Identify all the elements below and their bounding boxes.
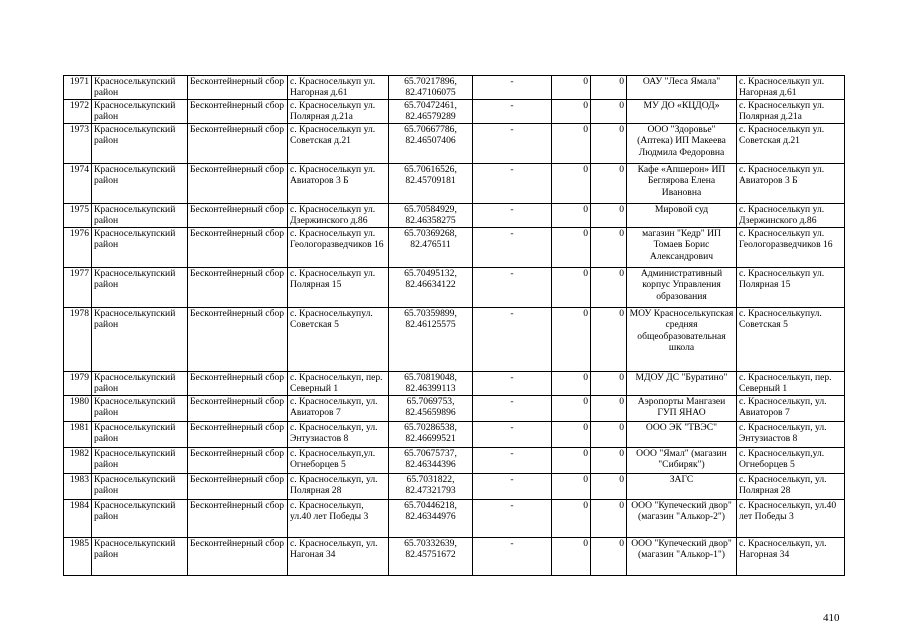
coordinates-cell: 65.70675737, 82.46344396 [389, 448, 473, 474]
value-2-cell: 0 [591, 228, 627, 268]
value-1-cell: 0 [552, 372, 591, 396]
table-row [64, 422, 845, 448]
value-2-cell: 0 [591, 474, 627, 500]
district-cell: Красноселькупский район [92, 308, 188, 372]
dash-cell: - [473, 500, 552, 538]
value-2-cell: 0 [591, 308, 627, 372]
address-cell: с. Красноселькуп, ул. Авиаторов 7 [288, 396, 389, 422]
row-number: 1976 [64, 228, 92, 268]
value-1-cell: 0 [552, 100, 591, 124]
value-1-cell: 0 [552, 308, 591, 372]
row-number: 1973 [64, 124, 92, 164]
collection-type-cell: Бесконтейнерный сбор [188, 448, 288, 474]
collection-type-cell: Бесконтейнерный сбор [188, 474, 288, 500]
address-cell: с. Красноселькуп ул. Авиаторов 3 Б [288, 164, 389, 204]
value-1-cell: 0 [552, 228, 591, 268]
address-cell: с. Красноселькуп,ул. Огнеборцев 5 [288, 448, 389, 474]
collection-type-cell: Бесконтейнерный сбор [188, 422, 288, 448]
organization-address-cell: с. Красноселькуп,ул. Огнеборцев 5 [737, 448, 845, 474]
value-1-cell: 0 [552, 500, 591, 538]
table-row [64, 448, 845, 474]
row-number: 1975 [64, 204, 92, 228]
district-cell: Красноселькупский район [92, 538, 188, 576]
district-cell: Красноселькупский район [92, 76, 188, 100]
table-row [64, 228, 845, 268]
registry-table [63, 75, 845, 576]
dash-cell: - [473, 308, 552, 372]
coordinates-cell: 65.70217896, 82.47106075 [389, 76, 473, 100]
organization-cell: ЗАГС [627, 474, 737, 500]
value-2-cell: 0 [591, 500, 627, 538]
value-1-cell: 0 [552, 76, 591, 100]
value-1-cell: 0 [552, 448, 591, 474]
value-1-cell: 0 [552, 204, 591, 228]
value-2-cell: 0 [591, 100, 627, 124]
table-row [64, 100, 845, 124]
organization-cell: ООО "Купеческий двор" (магазин "Алькор-2") [627, 500, 737, 538]
value-2-cell: 0 [591, 164, 627, 204]
organization-cell: ООО "Купеческий двор" (магазин "Алькор-1") [627, 538, 737, 576]
page-number: 410 [823, 612, 840, 624]
table-row [64, 474, 845, 500]
collection-type-cell: Бесконтейнерный сбор [188, 396, 288, 422]
value-1-cell: 0 [552, 124, 591, 164]
coordinates-cell: 65.70446218, 82.46344976 [389, 500, 473, 538]
address-cell: с. Красноселькуп ул. Дзержинского д.86 [288, 204, 389, 228]
district-cell: Красноселькупский район [92, 500, 188, 538]
value-2-cell: 0 [591, 422, 627, 448]
table-row [64, 124, 845, 164]
value-2-cell: 0 [591, 448, 627, 474]
collection-type-cell: Бесконтейнерный сбор [188, 164, 288, 204]
district-cell: Красноселькупский район [92, 396, 188, 422]
value-2-cell: 0 [591, 372, 627, 396]
coordinates-cell: 65.70472461, 82.46579289 [389, 100, 473, 124]
dash-cell: - [473, 228, 552, 268]
table-row [64, 204, 845, 228]
organization-address-cell: с. Красноселькуп, ул. Энтузиастов 8 [737, 422, 845, 448]
value-1-cell: 0 [552, 422, 591, 448]
row-number: 1974 [64, 164, 92, 204]
dash-cell: - [473, 538, 552, 576]
organization-address-cell: с. Красноселькупул. Советская 5 [737, 308, 845, 372]
row-number: 1981 [64, 422, 92, 448]
collection-type-cell: Бесконтейнерный сбор [188, 308, 288, 372]
dash-cell: - [473, 422, 552, 448]
district-cell: Красноселькупский район [92, 100, 188, 124]
value-1-cell: 0 [552, 538, 591, 576]
dash-cell: - [473, 124, 552, 164]
table-row [64, 308, 845, 372]
table-row [64, 372, 845, 396]
table-row [64, 164, 845, 204]
coordinates-cell: 65.70495132, 82.46634122 [389, 268, 473, 308]
value-1-cell: 0 [552, 474, 591, 500]
organization-cell: ООО "Здоровье" (Аптека) ИП Макеева Людмила Федоровна [627, 124, 737, 164]
collection-type-cell: Бесконтейнерный сбор [188, 372, 288, 396]
dash-cell: - [473, 372, 552, 396]
table-row [64, 538, 845, 576]
table-row [64, 76, 845, 100]
value-2-cell: 0 [591, 124, 627, 164]
dash-cell: - [473, 100, 552, 124]
row-number: 1982 [64, 448, 92, 474]
organization-address-cell: с. Красноселькуп ул. Геологоразведчиков 16 [737, 228, 845, 268]
table-row [64, 396, 845, 422]
organization-cell: Аэропорты Мангазеи ГУП ЯНАО [627, 396, 737, 422]
collection-type-cell: Бесконтейнерный сбор [188, 76, 288, 100]
organization-cell: Мировой суд [627, 204, 737, 228]
row-number: 1983 [64, 474, 92, 500]
value-2-cell: 0 [591, 76, 627, 100]
coordinates-cell: 65.70359899, 82.46125575 [389, 308, 473, 372]
row-number: 1977 [64, 268, 92, 308]
organization-cell: Кафе «Апшерон» ИП Беглярова Елена Ивановна [627, 164, 737, 204]
district-cell: Красноселькупский район [92, 204, 188, 228]
value-1-cell: 0 [552, 164, 591, 204]
coordinates-cell: 65.70584929, 82.46358275 [389, 204, 473, 228]
coordinates-cell: 65.70332639, 82.45751672 [389, 538, 473, 576]
district-cell: Красноселькупский район [92, 268, 188, 308]
organization-cell: Административный корпус Управления образования [627, 268, 737, 308]
address-cell: с. Красноселькупул. Советская 5 [288, 308, 389, 372]
district-cell: Красноселькупский район [92, 422, 188, 448]
row-number: 1971 [64, 76, 92, 100]
organization-address-cell: с. Красноселькуп ул. Советская д.21 [737, 124, 845, 164]
value-1-cell: 0 [552, 396, 591, 422]
district-cell: Красноселькупский район [92, 448, 188, 474]
coordinates-cell: 65.70286538, 82.46699521 [389, 422, 473, 448]
organization-cell: ООО ЭК "ТВЭС" [627, 422, 737, 448]
coordinates-cell: 65.70819048, 82.46399113 [389, 372, 473, 396]
organization-cell: МОУ Красноселькупская средняя общеобразовательная школа [627, 308, 737, 372]
coordinates-cell: 65.70667786, 82.46507406 [389, 124, 473, 164]
value-2-cell: 0 [591, 204, 627, 228]
table-row [64, 500, 845, 538]
dash-cell: - [473, 268, 552, 308]
organization-address-cell: с. Красноселькуп ул. Авиаторов 3 Б [737, 164, 845, 204]
dash-cell: - [473, 204, 552, 228]
address-cell: с. Красноселькуп, ул.40 лет Победы 3 [288, 500, 389, 538]
collection-type-cell: Бесконтейнерный сбор [188, 124, 288, 164]
dash-cell: - [473, 76, 552, 100]
organization-address-cell: с. Красноселькуп ул. Полярная 15 [737, 268, 845, 308]
organization-cell: ООО "Ямал" (магазин "Сибиряк") [627, 448, 737, 474]
collection-type-cell: Бесконтейнерный сбор [188, 204, 288, 228]
dash-cell: - [473, 448, 552, 474]
address-cell: с. Красноселькуп, пер. Северный 1 [288, 372, 389, 396]
district-cell: Красноселькупский район [92, 474, 188, 500]
district-cell: Красноселькупский район [92, 228, 188, 268]
address-cell: с. Красноселькуп ул. Геологоразведчиков 16 [288, 228, 389, 268]
collection-type-cell: Бесконтейнерный сбор [188, 100, 288, 124]
value-2-cell: 0 [591, 268, 627, 308]
address-cell: с. Красноселькуп ул. Нагорная д.61 [288, 76, 389, 100]
organization-address-cell: с. Красноселькуп, ул. Авиаторов 7 [737, 396, 845, 422]
organization-address-cell: с. Красноселькуп, ул.40 лет Победы 3 [737, 500, 845, 538]
row-number: 1985 [64, 538, 92, 576]
value-2-cell: 0 [591, 538, 627, 576]
dash-cell: - [473, 164, 552, 204]
organization-address-cell: с. Красноселькуп, пер. Северный 1 [737, 372, 845, 396]
address-cell: с. Красноселькуп ул. Полярная 15 [288, 268, 389, 308]
organization-address-cell: с. Красноселькуп, ул. Полярная 28 [737, 474, 845, 500]
row-number: 1984 [64, 500, 92, 538]
address-cell: с. Красноселькуп ул. Полярная д.21а [288, 100, 389, 124]
organization-address-cell: с. Красноселькуп ул. Полярная д.21а [737, 100, 845, 124]
row-number: 1978 [64, 308, 92, 372]
coordinates-cell: 65.70616526, 82.45709181 [389, 164, 473, 204]
collection-type-cell: Бесконтейнерный сбор [188, 228, 288, 268]
row-number: 1972 [64, 100, 92, 124]
value-2-cell: 0 [591, 396, 627, 422]
collection-type-cell: Бесконтейнерный сбор [188, 268, 288, 308]
table-row [64, 268, 845, 308]
dash-cell: - [473, 474, 552, 500]
district-cell: Красноселькупский район [92, 124, 188, 164]
organization-address-cell: с. Красноселькуп, ул. Нагорная 34 [737, 538, 845, 576]
address-cell: с. Красноселькуп, ул. Энтузиастов 8 [288, 422, 389, 448]
district-cell: Красноселькупский район [92, 372, 188, 396]
coordinates-cell: 65.7031822, 82.47321793 [389, 474, 473, 500]
row-number: 1979 [64, 372, 92, 396]
organization-address-cell: с. Красноселькуп ул. Нагорная д.61 [737, 76, 845, 100]
organization-cell: магазин "Кедр" ИП Томаев Борис Александрович [627, 228, 737, 268]
address-cell: с. Красноселькуп, ул. Нагоная 34 [288, 538, 389, 576]
dash-cell: - [473, 396, 552, 422]
collection-type-cell: Бесконтейнерный сбор [188, 538, 288, 576]
coordinates-cell: 65.70369268, 82.476511 [389, 228, 473, 268]
organization-address-cell: с. Красноселькуп ул. Дзержинского д.86 [737, 204, 845, 228]
organization-cell: ОАУ "Леса Ямала" [627, 76, 737, 100]
collection-type-cell: Бесконтейнерный сбор [188, 500, 288, 538]
coordinates-cell: 65.7069753, 82.45659896 [389, 396, 473, 422]
table-body [64, 76, 845, 576]
row-number: 1980 [64, 396, 92, 422]
district-cell: Красноселькупский район [92, 164, 188, 204]
address-cell: с. Красноселькуп ул. Советская д.21 [288, 124, 389, 164]
value-1-cell: 0 [552, 268, 591, 308]
address-cell: с. Красноселькуп, ул. Полярная 28 [288, 474, 389, 500]
organization-cell: МУ ДО «КЦДОД» [627, 100, 737, 124]
organization-cell: МДОУ ДС "Буратино" [627, 372, 737, 396]
